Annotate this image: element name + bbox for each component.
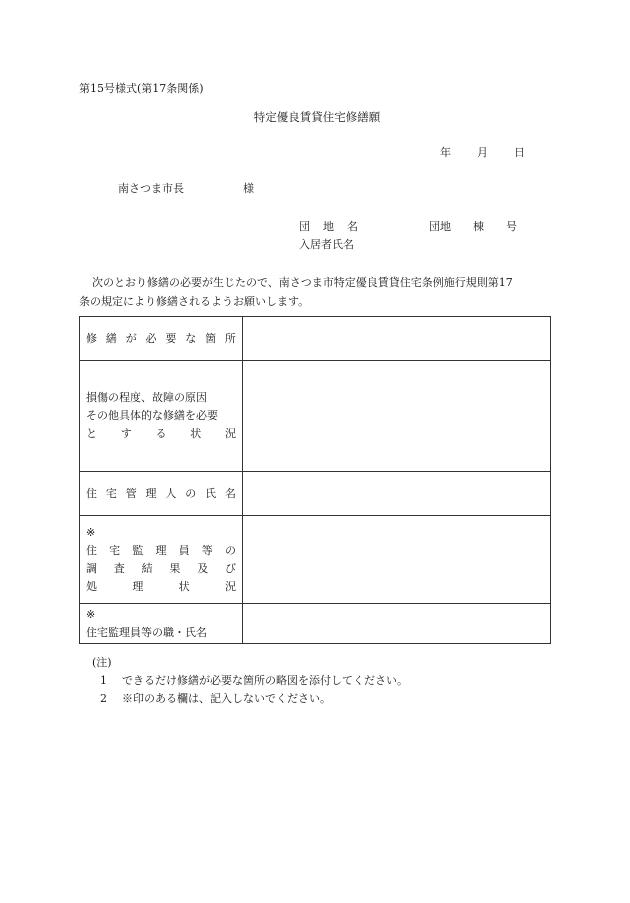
form-number: 第15号様式(第17条関係) (79, 82, 204, 95)
label-char: 況 (224, 579, 236, 593)
repair-location-label (80, 317, 243, 361)
addressee-name: 南さつま市長 (118, 182, 184, 195)
label-char: 理 (145, 486, 157, 500)
label-char: る (155, 427, 167, 440)
label-char: 所 (224, 331, 236, 345)
inspector-name-field[interactable] (243, 604, 551, 644)
label-char: 名 (224, 486, 236, 500)
label-char: と (86, 427, 97, 440)
note-text: できるだけ修繕が必要な箇所の略図を添付してください。 (122, 674, 408, 687)
note-item (100, 674, 408, 688)
date-line (440, 146, 525, 160)
label-char: な (185, 331, 197, 345)
note-text: ※印のある欄は、記入しないでください。 (122, 692, 331, 705)
label-char: 氏 (205, 486, 217, 500)
label-char: 況 (225, 427, 236, 440)
page-title: 特定優良賃貸住宅修繕願 (253, 110, 381, 124)
label-char: の (185, 486, 197, 500)
inspection-result-field[interactable] (243, 516, 551, 604)
label-char: 等 (201, 543, 213, 557)
label-char: 理 (155, 543, 167, 557)
label-char: 修 (86, 331, 97, 345)
request-body-line1: 次のとおり修繕の必要が生じたので、南さつま市特定優良賃貸住宅条例施行規則第17 (92, 276, 513, 289)
addressee-honorific: 様 (243, 182, 254, 195)
label-char: 及 (197, 561, 209, 575)
table-row (80, 472, 551, 516)
resident-name-label: 入居者氏名 (299, 238, 354, 251)
inspector-name-text: 住宅監理員等の職・氏名 (86, 625, 207, 639)
inspection-result-mark: ※ (86, 525, 96, 539)
table-row (80, 361, 551, 472)
request-body-line2: 条の規定により修繕されるようお願いします。 (79, 295, 310, 308)
label-char: 宅 (109, 543, 121, 557)
damage-condition-line1: 損傷の程度、故障の原因 (86, 391, 207, 404)
housing-manager-label (80, 472, 243, 516)
label-char: 結 (141, 561, 153, 575)
label-char: び (224, 561, 236, 575)
date-month-label: 月 (477, 146, 488, 159)
housing-manager-field[interactable] (243, 472, 551, 516)
label-char: 状 (190, 427, 202, 440)
label-char: す (120, 427, 132, 440)
label-char: 宅 (105, 486, 117, 500)
inspection-result-label (80, 516, 243, 604)
table-row (80, 516, 551, 604)
label-char: 果 (169, 561, 181, 575)
label-char: 理 (132, 579, 144, 593)
notes-title: (注) (92, 656, 112, 669)
label-char: 監 (132, 543, 144, 557)
note-item (100, 692, 331, 706)
inspector-name-mark: ※ (86, 607, 96, 621)
repair-request-table (79, 316, 551, 644)
label-char: 調 (86, 561, 97, 575)
label-char: 要 (165, 331, 177, 345)
label-char: 人 (165, 486, 177, 500)
date-year-label: 年 (440, 146, 451, 159)
label-char: 必 (145, 331, 157, 345)
inspector-name-label (80, 604, 243, 644)
label-char: の (224, 543, 236, 557)
damage-condition-label (80, 361, 243, 472)
label-char: 査 (113, 561, 125, 575)
label-char: 管 (125, 486, 137, 500)
label-char: 繕 (105, 331, 117, 345)
label-char: 処 (86, 579, 97, 593)
label-char: が (125, 331, 137, 345)
table-row (80, 604, 551, 644)
damage-condition-field[interactable] (243, 361, 551, 472)
label-char: 住 (86, 486, 97, 500)
label-char: 住 (86, 543, 97, 557)
date-day-label: 日 (514, 146, 525, 159)
request-body (79, 273, 559, 311)
label-char: 状 (178, 579, 190, 593)
label-char: 箇 (205, 331, 217, 345)
note-number: 2 (100, 692, 107, 705)
label-char: 員 (178, 543, 190, 557)
danchi-name-label: 団地名 (299, 220, 371, 233)
table-row (80, 317, 551, 361)
note-number: 1 (100, 674, 107, 687)
damage-condition-line2: その他具体的な修繕を必要 (86, 409, 218, 422)
danchi-unit-label: 団地 棟 号 (429, 220, 517, 233)
repair-location-field[interactable] (243, 317, 551, 361)
